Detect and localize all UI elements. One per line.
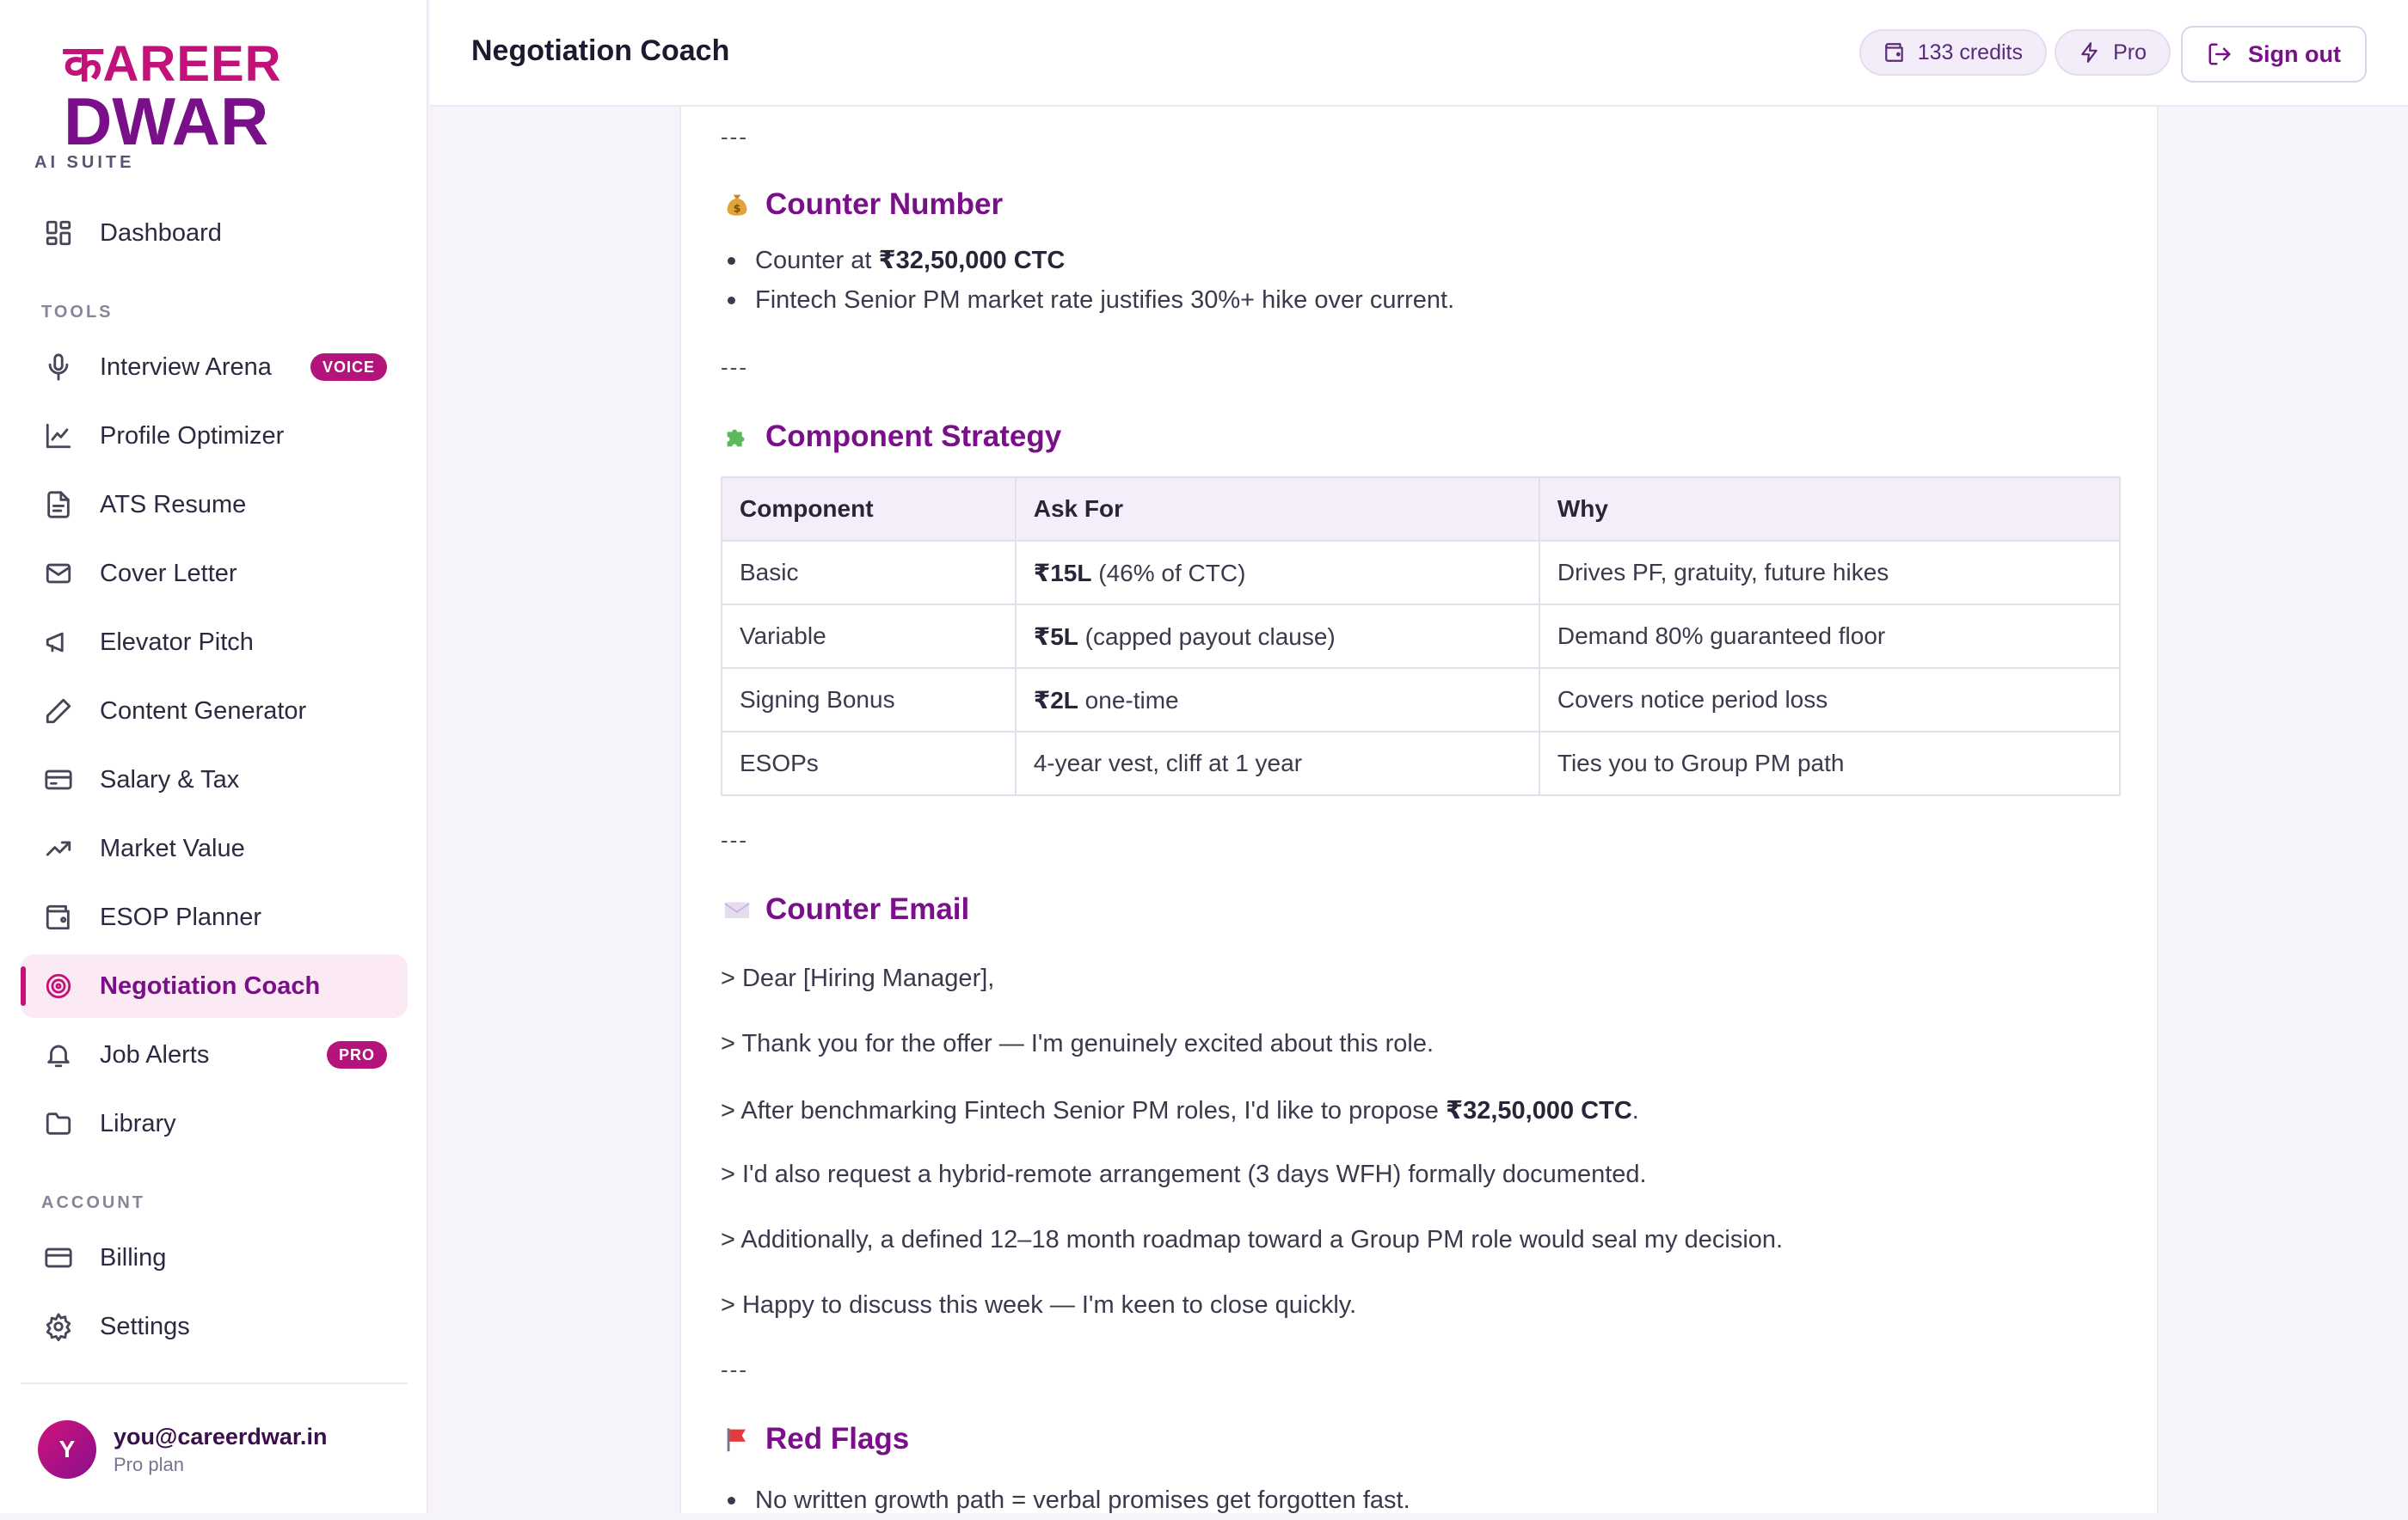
gear-icon (43, 1311, 74, 1342)
plan-label: Pro (2113, 40, 2147, 64)
sidebar-item-library[interactable] (21, 1092, 408, 1155)
sidebar-item-label: Job Alerts (100, 1040, 210, 1069)
trending-up-icon (43, 833, 74, 864)
card-icon (43, 764, 74, 795)
avatar: Y (38, 1420, 96, 1479)
component-strategy-heading: Component Strategy (721, 420, 1061, 454)
megaphone-icon (43, 627, 74, 658)
sidebar-item-label: Library (100, 1109, 176, 1137)
table-cell: Demand 80% guaranteed floor (1539, 604, 2120, 668)
red-flags-list (721, 1480, 1410, 1520)
svg-text:$: $ (733, 202, 741, 216)
sidebar-item-settings[interactable] (21, 1295, 408, 1358)
pro-badge: PRO (327, 1041, 387, 1069)
sign-out-label: Sign out (2248, 40, 2341, 67)
table-cell: 4-year vest, cliff at 1 year (1016, 732, 1539, 795)
voice-badge: VOICE (310, 353, 387, 381)
sidebar-item-ats-resume[interactable] (21, 473, 408, 536)
red-flag-icon (721, 1423, 753, 1456)
sidebar-item-cover-letter[interactable] (21, 542, 408, 605)
mail-icon (43, 558, 74, 589)
table-cell: Drives PF, gratuity, future hikes (1539, 541, 2120, 604)
sidebar-item-label: Dashboard (100, 218, 222, 247)
sidebar-item-job-alerts[interactable] (21, 1023, 408, 1087)
sidebar-item-market-value[interactable] (21, 817, 408, 880)
credits-badge[interactable] (1859, 29, 2047, 76)
logout-icon (2207, 41, 2233, 67)
sidebar-item-label: Cover Letter (100, 559, 237, 587)
sidebar-item-content-generator[interactable] (21, 679, 408, 743)
table-row (722, 541, 2120, 604)
email-line: > After benchmarking Fintech Senior PM roles, I'd like to propose ₹32,50,000 CTC. (721, 1097, 1639, 1125)
result-panel (679, 107, 2159, 1513)
card-icon (43, 1242, 74, 1273)
sidebar-item-label: ESOP Planner (100, 903, 262, 931)
target-icon (43, 971, 74, 1002)
column-header: Component (722, 477, 1016, 541)
sidebar-item-label: Profile Optimizer (100, 421, 285, 450)
sidebar-divider (21, 1382, 408, 1384)
separator: --- (721, 1357, 748, 1382)
table-cell: ₹2L one-time (1016, 668, 1539, 732)
user-email: you@careerdwar.in (114, 1423, 328, 1450)
top-header (430, 0, 2408, 107)
email-line: > I'd also request a hybrid-remote arrangement (3 days WFH) formally documented. (721, 1161, 1647, 1188)
pen-icon (43, 696, 74, 726)
sidebar-item-label: Settings (100, 1312, 190, 1340)
counter-email-heading: Counter Email (721, 892, 969, 927)
counter-number-heading: $ Counter Number (721, 187, 1003, 222)
bell-icon (43, 1039, 74, 1070)
sidebar-item-label: Billing (100, 1243, 167, 1272)
list-item: Counter at ₹32,50,000 CTC (721, 241, 1454, 280)
credits-label: 133 credits (1917, 40, 2023, 64)
envelope-icon (721, 893, 753, 926)
sidebar-item-label: Interview Arena (100, 352, 272, 381)
sidebar-item-label: ATS Resume (100, 490, 247, 518)
sidebar-item-esop-planner[interactable] (21, 886, 408, 949)
table-row (722, 732, 2120, 795)
sidebar-item-negotiation-coach[interactable] (21, 954, 408, 1018)
separator: --- (721, 124, 748, 150)
wallet-icon (43, 902, 74, 933)
puzzle-icon (721, 420, 753, 453)
user-profile[interactable] (38, 1420, 327, 1479)
table-cell: Basic (722, 541, 1016, 604)
email-line: > Happy to discuss this week — I'm keen to close quickly. (721, 1291, 1357, 1319)
table-row (722, 604, 2120, 668)
sidebar-item-billing[interactable] (21, 1226, 408, 1290)
money-bag-icon (721, 188, 753, 221)
mic-icon (43, 352, 74, 383)
sidebar-item-salary-tax[interactable] (21, 748, 408, 812)
email-line: > Thank you for the offer — I'm genuinely excited about this role. (721, 1030, 1434, 1057)
sidebar-item-label: Content Generator (100, 696, 307, 725)
logo-top-text: कAREER (64, 36, 282, 92)
sidebar-item-interview-arena[interactable] (21, 335, 408, 399)
table-cell: ₹5L (capped payout clause) (1016, 604, 1539, 668)
table-row (722, 668, 2120, 732)
list-item: Fintech Senior PM market rate justifies 30%+ hike over current. (721, 280, 1454, 320)
table-cell: ₹15L (46% of CTC) (1016, 541, 1539, 604)
red-flags-heading: Red Flags (721, 1422, 909, 1456)
logo-bottom-text: DWAR (64, 83, 269, 159)
user-plan: Pro plan (114, 1453, 184, 1475)
email-line: > Additionally, a defined 12–18 month roadmap toward a Group PM role would seal my decision. (721, 1226, 1784, 1253)
column-header: Why (1539, 477, 2120, 541)
sidebar (0, 0, 428, 1513)
table-cell: Ties you to Group PM path (1539, 732, 2120, 795)
sidebar-item-profile-optimizer[interactable] (21, 404, 408, 468)
component-table (721, 476, 2121, 796)
bolt-icon (2079, 41, 2101, 64)
table-header-row (722, 477, 2120, 541)
sidebar-item-dashboard[interactable] (21, 201, 408, 265)
account-heading: ACCOUNT (41, 1193, 145, 1212)
sidebar-item-label: Elevator Pitch (100, 628, 254, 656)
suite-label: AI SUITE (34, 153, 135, 172)
brand-logo[interactable] (34, 34, 284, 159)
sign-out-button[interactable] (2181, 26, 2367, 83)
table-cell: Signing Bonus (722, 668, 1016, 732)
line-chart-icon (43, 420, 74, 451)
wallet-icon (1883, 41, 1906, 64)
plan-badge[interactable] (2055, 29, 2171, 76)
column-header: Ask For (1016, 477, 1539, 541)
page-title: Negotiation Coach (471, 34, 730, 67)
separator: --- (721, 827, 748, 853)
tools-heading: TOOLS (41, 303, 114, 322)
sidebar-item-label: Negotiation Coach (100, 971, 321, 1000)
sidebar-item-label: Market Value (100, 834, 245, 862)
counter-number-list (721, 241, 1454, 320)
sidebar-item-label: Salary & Tax (100, 765, 240, 794)
table-cell: Variable (722, 604, 1016, 668)
sidebar-item-elevator-pitch[interactable] (21, 610, 408, 674)
table-cell: Covers notice period loss (1539, 668, 2120, 732)
separator: --- (721, 354, 748, 380)
folder-icon (43, 1108, 74, 1139)
document-icon (43, 489, 74, 520)
list-item: No written growth path = verbal promises get forgotten fast. (721, 1480, 1410, 1520)
email-line: > Dear [Hiring Manager], (721, 965, 995, 992)
table-cell: ESOPs (722, 732, 1016, 795)
grid-icon (43, 218, 74, 248)
